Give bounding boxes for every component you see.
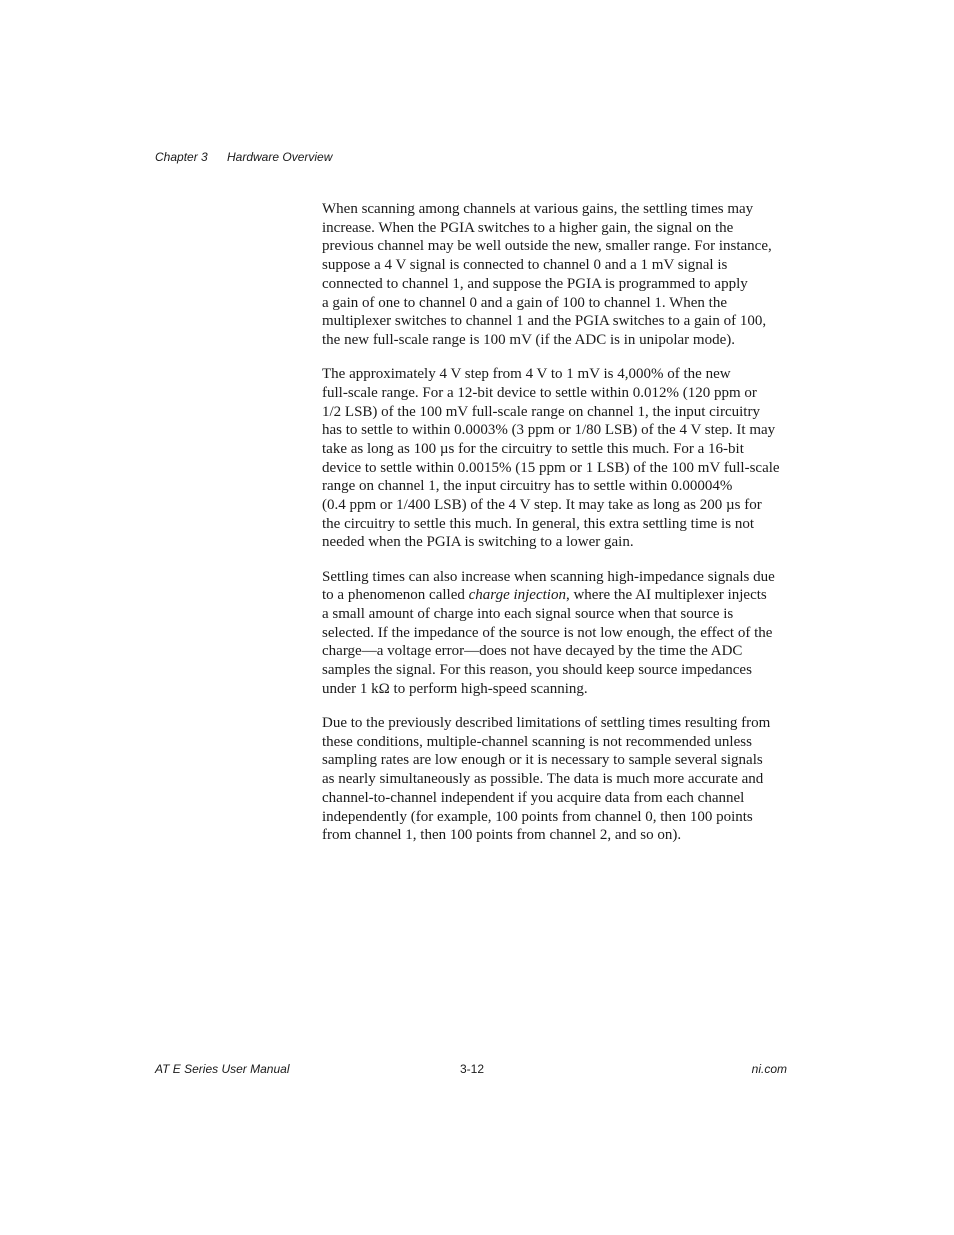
paragraph-charge-injection-end: , where the AI multiplexer injects a small amount of charge into each signal source when that source is selected. If the impedance of the source is not low enough, the effect of the charge—a voltage error—does not have decayed by the time the ADC samples the signal. For this reason, you should keep source impedances under 1 kΩ to perform high-speed scanning. — [322, 587, 773, 697]
paragraph-settling-gains: When scanning among channels at various gains, the settling times may increase. When the PGIA switches to a higher gain, the signal on the previous channel may be well outside the new, smaller range. For instance, suppose a 4 V signal is connected to channel 0 and a 1 mV signal is connected to channel 1, and suppose the PGIA is programmed to apply a gain of one to channel 0 and a gain of 100 to channel 1. When the multiplexer switches to channel 1 and the PGIA switches to a gain of 100, the new full-scale range is 100 mV (if the ADC is in unipolar mode). — [322, 201, 772, 348]
term-charge-injection: charge injection — [468, 587, 566, 604]
paragraph-scanning-recommendation: Due to the previously described limitations of settling times resulting from these conditions, multiple-channel scanning is not recommended unless sampling rates are low enough or it is necessary to sample several signals as nearly simultaneously as possible. The data is much more accurate and channel-to-channel independent if you acquire data from each channel independently (for example, 100 points from channel 0, then 100 points from channel 1, then 100 points from channel 2, and so on). — [322, 715, 771, 844]
page-number: 3-12 — [460, 1062, 485, 1076]
paragraph-charge-injection-start: Settling times can also increase when scanning high-impedance signals due to a phenomenon called — [322, 568, 775, 604]
running-header — [155, 150, 332, 164]
paragraph-step-size: The approximately 4 V step from 4 V to 1 mV is 4,000% of the new full-scale range. For a 12-bit device to settle within 0.012% (120 ppm or 1/2 LSB) of the 100 mV full-scale range on channel 1, the input circuitry has to settle to within 0.0003% (3 ppm or 1/80 LSB) of the 4 V step. It may take as long as 100 µs for the circuitry to settle this much. For a 16-bit device to settle within 0.0015% (15 ppm or 1 LSB) of the 100 mV full-scale range on channel 1, the input circuitry has to settle within 0.00004% (0.4 ppm or 1/400 LSB) of the 4 V step. It may take as long as 200 µs for the circuitry to settle this much. In general, this extra settling time is not needed when the PGIA is switching to a lower gain. — [322, 366, 780, 551]
website-link[interactable]: ni.com — [751, 1062, 787, 1076]
manual-title: AT E Series User Manual — [155, 1062, 290, 1076]
chapter-label: Chapter 3 — [155, 150, 208, 164]
paragraph-charge-injection — [322, 568, 788, 699]
body-text — [322, 200, 788, 861]
running-footer — [155, 1062, 787, 1076]
section-title: Hardware Overview — [227, 150, 333, 164]
